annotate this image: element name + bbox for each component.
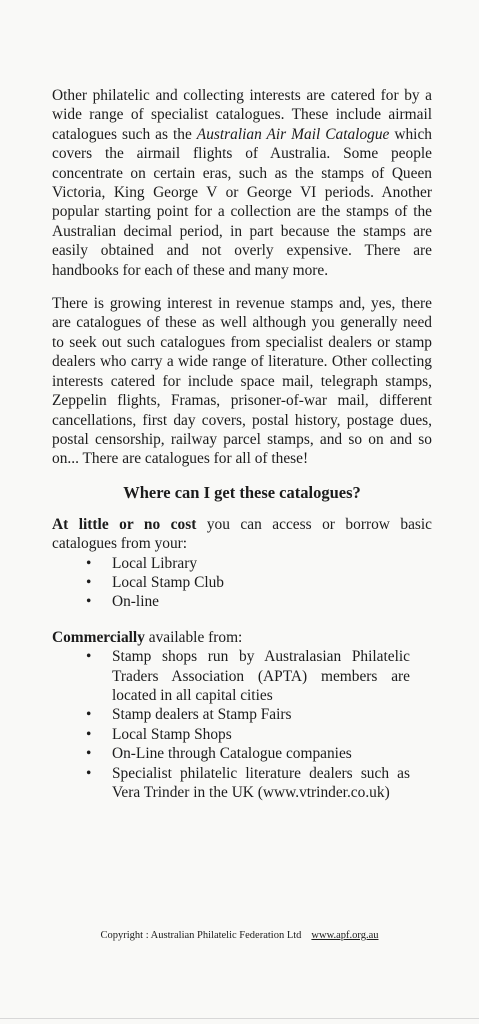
catalogue-title: Australian Air Mail Catalogue [196, 125, 390, 143]
list-item [52, 764, 410, 803]
list-item-text: On-line [112, 593, 160, 611]
paragraph-text: which covers the airmail flights of Australia. Some people concentrate on certain eras, such as the stamps of Queen Victoria, King George V or George VI periods. Another popular starting point for a collection are the stamps of the Australian decimal period, in part because the stamps are easily obtained and not overly expensive. There are handbooks for each of these and many more. [52, 125, 432, 279]
low-cost-intro [52, 515, 432, 554]
low-cost-rest: you can access or borrow basic catalogues from your: [52, 515, 433, 553]
bullet-icon: • [86, 573, 92, 591]
list-item [52, 744, 410, 763]
list-item-text: Stamp dealers at Stamp Fairs [112, 706, 292, 724]
bullet-icon: • [86, 725, 92, 743]
low-cost-bold: At little or no cost [52, 515, 197, 533]
list-item-text: On-Line through Catalogue companies [112, 745, 352, 763]
bullet-icon: • [86, 706, 92, 724]
list-item-text: Local Stamp Shops [112, 725, 232, 743]
paragraph-text: Other philatelic and collecting interests are catered for by a wide range of specialist catalogues. These include airmail catalogues such as the [52, 87, 432, 143]
bullet-icon: • [86, 593, 92, 611]
list-item [52, 705, 410, 724]
paragraph-specialist-catalogues [52, 86, 432, 280]
list-item-text: Stamp shops run by Australasian Philatelic Traders Association (APTA) members are located in all capital cities [112, 648, 410, 704]
list-item-text: Local Stamp Club [112, 573, 224, 591]
low-cost-list [52, 554, 432, 612]
bullet-icon: • [86, 648, 92, 666]
divider [0, 1018, 479, 1019]
list-item-text: Specialist philatelic literature dealers such as Vera Trinder in the UK (www.vtrinder.co.uk) [112, 764, 410, 801]
footer-link[interactable]: www.apf.org.au [311, 930, 379, 941]
list-item [52, 554, 432, 573]
document-body [52, 86, 432, 818]
footer [0, 930, 479, 941]
list-item [52, 573, 432, 592]
commercial-intro [52, 628, 432, 647]
copyright-text: Copyright : Australian Philatelic Federation Ltd [100, 930, 302, 941]
commercial-bold: Commercially [52, 628, 145, 646]
list-item [52, 725, 410, 744]
bullet-icon: • [86, 764, 92, 782]
list-item [52, 592, 432, 611]
commercial-list [52, 647, 410, 802]
bullet-icon: • [86, 745, 92, 763]
list-item-text: Local Library [112, 554, 198, 572]
section-heading: Where can I get these catalogues? [123, 482, 361, 502]
bullet-icon: • [86, 554, 92, 572]
commercial-rest: available from: [144, 628, 243, 646]
list-item [52, 647, 410, 705]
paragraph-revenue-stamps: There is growing interest in revenue stamps and, yes, there are catalogues of these as well although you generally need to seek out such catalogues from specialist dealers or stamp dealers who carry a wide range of literature. Other collecting interests catered for include space mail, telegraph stamps, Zeppelin flights, Framas, prisoner-of-war mail, different cancellations, first day covers, postal history, postage dues, postal censorship, railway parcel stamps, and so on and so on... There are catalogues for all of these! [52, 295, 432, 468]
